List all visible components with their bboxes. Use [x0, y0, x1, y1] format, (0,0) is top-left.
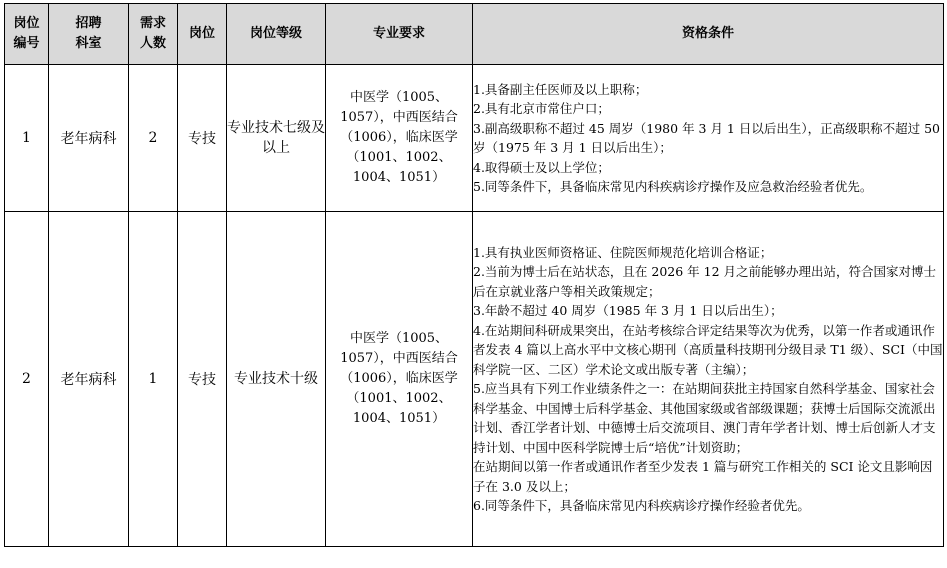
table-row: [5, 212, 944, 547]
qualification-item: 1.具有执业医师资格证、住院医师规范化培训合格证；: [473, 244, 773, 260]
qualification-item: 1.具备副主任医师及以上职称；: [473, 81, 648, 97]
cell-level: 专业技术十级: [227, 212, 326, 547]
qualification-item: 6.同等条件下，具备临床常见内科疾病诊疗操作经验者优先。: [473, 498, 810, 513]
qualification-item: 4.取得硕士及以上学位；: [473, 159, 610, 175]
cell-dept: 老年病科: [49, 212, 129, 547]
cell-dept: 老年病科: [49, 65, 129, 212]
qualification-item: 3.年龄不超过 40 周岁（1985 年 3 月 1 日以后出生）；: [473, 303, 783, 318]
table-row: [5, 65, 944, 212]
qualification-item: 5.应当具有下列工作业绩条件之一：在站期间获批主持国家自然科学基金、国家社会科学基金、中国博士后科学基金、其他国家级或省部级课题；获博士后国际交流派出计划、香江学者计划、中德博士后交流项目、澳门青年学者计划、博士后创新人才支持计划、中国中医科学院博士后“培优”计划资助；: [473, 381, 936, 455]
header-qualification: 资格条件: [473, 4, 944, 65]
cell-count: 1: [129, 212, 178, 547]
header-major: 专业要求: [326, 4, 473, 65]
qualification-item: 2.具有北京市常住户口；: [473, 101, 610, 116]
qualification-item: 5.同等条件下，具备临床常见内科疾病诊疗操作及应急救治经验者优先。: [473, 179, 873, 194]
cell-post: 专技: [178, 65, 227, 212]
header-count: 需求人数: [129, 4, 178, 65]
qualification-item: 2.当前为博士后在站状态，且在 2026 年 12 月之前能够办理出站，符合国家对博士后在京就业落户等相关政策规定；: [473, 264, 937, 299]
recruitment-table: [4, 3, 944, 547]
header-dept: 招聘科室: [49, 4, 129, 65]
header-row: [5, 4, 944, 65]
cell-post: 专技: [178, 212, 227, 547]
header-level: 岗位等级: [227, 4, 326, 65]
qualification-item: 在站期间以第一作者或通讯作者至少发表 1 篇与研究工作相关的 SCI 论文且影响因子在 3.0 及以上；: [473, 459, 933, 494]
cell-major: 中医学（1005、1057），中西医结合（1006），临床医学（1001、1002、1004、1051）: [326, 212, 473, 547]
header-post-no: 岗位编号: [5, 4, 49, 65]
cell-qualification: [473, 65, 944, 212]
qualification-item: 3.副高级职称不超过 45 周岁（1980 年 3 月 1 日以后出生），正高级职称不超过 50 岁（1975 年 3 月 1 日以后出生）；: [473, 120, 940, 155]
cell-post-no: 2: [5, 212, 49, 547]
cell-post-no: 1: [5, 65, 49, 212]
cell-level: 专业技术七级及以上: [227, 65, 326, 212]
header-post: 岗位: [178, 4, 227, 65]
cell-count: 2: [129, 65, 178, 212]
qualification-item: 4.在站期间科研成果突出，在站考核综合评定结果等次为优秀，以第一作者或通讯作者发表 4 篇以上高水平中文核心期刊（高质量科技期刊分级目录 T1 级）、SCI（中国科学院一区、二区）学术论文或出版专著（主编）；: [473, 322, 943, 377]
cell-major: 中医学（1005、1057），中西医结合（1006），临床医学（1001、1002、1004、1051）: [326, 65, 473, 212]
cell-qualification: [473, 212, 944, 547]
